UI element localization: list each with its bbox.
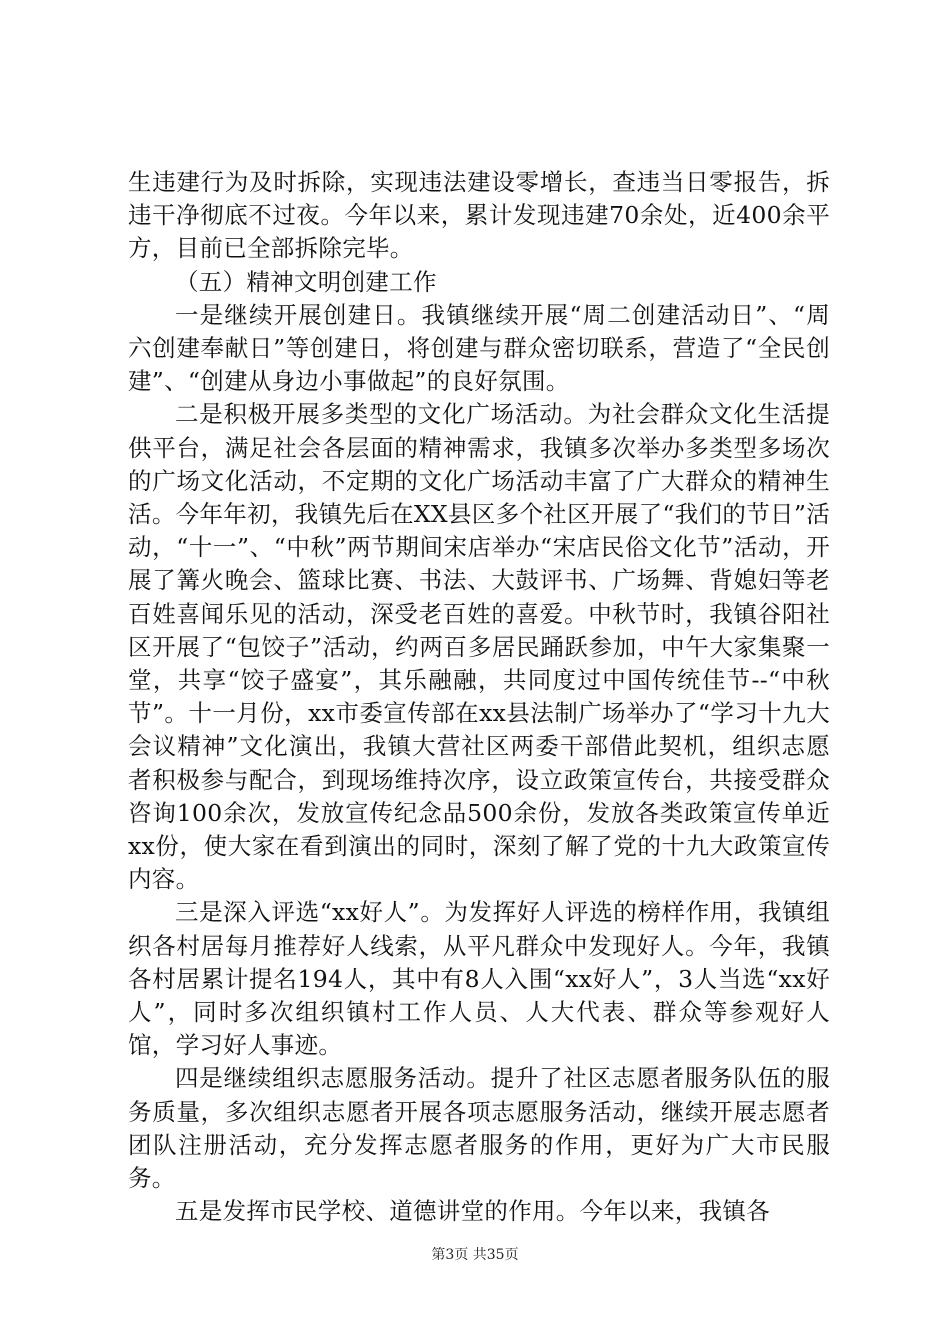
paragraph-volunteer-service: 四是继续组织志愿服务活动。提升了社区志愿者服务队伍的服务质量，多次组织志愿者开展各项志愿服务活动，继续开展志愿者团队注册活动，充分发挥志愿者服务的作用，更好为广大市民服务。 xyxy=(128,1064,830,1193)
section-heading: （五）精神文明创建工作 xyxy=(175,267,437,296)
document-body xyxy=(128,166,830,1229)
paragraph-citizen-school: 五是发挥市民学校、道德讲堂的作用。今年以来，我镇各 xyxy=(175,1197,770,1226)
paragraph-good-people: 三是深入评选“xx好人”。为发挥好人评选的榜样作用，我镇组织各村居每月推荐好人线索，从平凡群众中发现好人。今年，我镇各村居累计提名194人，其中有8人入围“xx好人”，3人当选“xx好人”，同时多次组织镇村工作人员、人大代表、群众等参观好人馆，学习好人事迹。 xyxy=(128,898,830,1060)
paragraph-cultural-square: 二是积极开展多类型的文化广场活动。为社会群众文化生活提供平台，满足社会各层面的精神需求，我镇多次举办多类型多场次的广场文化活动，不定期的文化广场活动丰富了广大群众的精神生活。今年年初，我镇先后在XX县区多个社区开展了“我们的节日”活动，“十一”、“中秋”两节期间宋店举办“宋店民俗文化节”活动，开展了篝火晚会、篮球比赛、书法、大鼓评书、广场舞、背媳妇等老百姓喜闻乐见的活动，深受老百姓的喜爱。中秋节时，我镇谷阳社区开展了“包饺子”活动，约两百多居民踊跃参加，中午大家集聚一堂，共享“饺子盛宴”，其乐融融，共同度过中国传统佳节--“中秋节”。十一月份，xx市委宣传部在xx县法制广场举办了“学习十九大会议精神”文化演出，我镇大营社区两委干部借此契机，组织志愿者积极参与配合，到现场维持次序，设立政策宣传台，共接受群众咨询100余次，发放宣传纪念品500余份，发放各类政策宣传单近xx份，使大家在看到演出的同时，深刻了解了党的十九大政策宣传内容。 xyxy=(128,400,830,894)
paragraph-creation-day: 一是继续开展创建日。我镇继续开展“周二创建活动日”、“周六创建奉献日”等创建日，将创建与群众密切联系，营造了“全民创建”、“创建从身边小事做起”的良好氛围。 xyxy=(128,300,830,396)
page-footer: 第3页 共35页 xyxy=(431,1247,519,1263)
paragraph-continuation: 生违建行为及时拆除，实现违法建设零增长，查违当日零报告，拆违干净彻底不过夜。今年以来，累计发现违建70余处，近400余平方，目前已全部拆除完毕。 xyxy=(128,168,830,263)
